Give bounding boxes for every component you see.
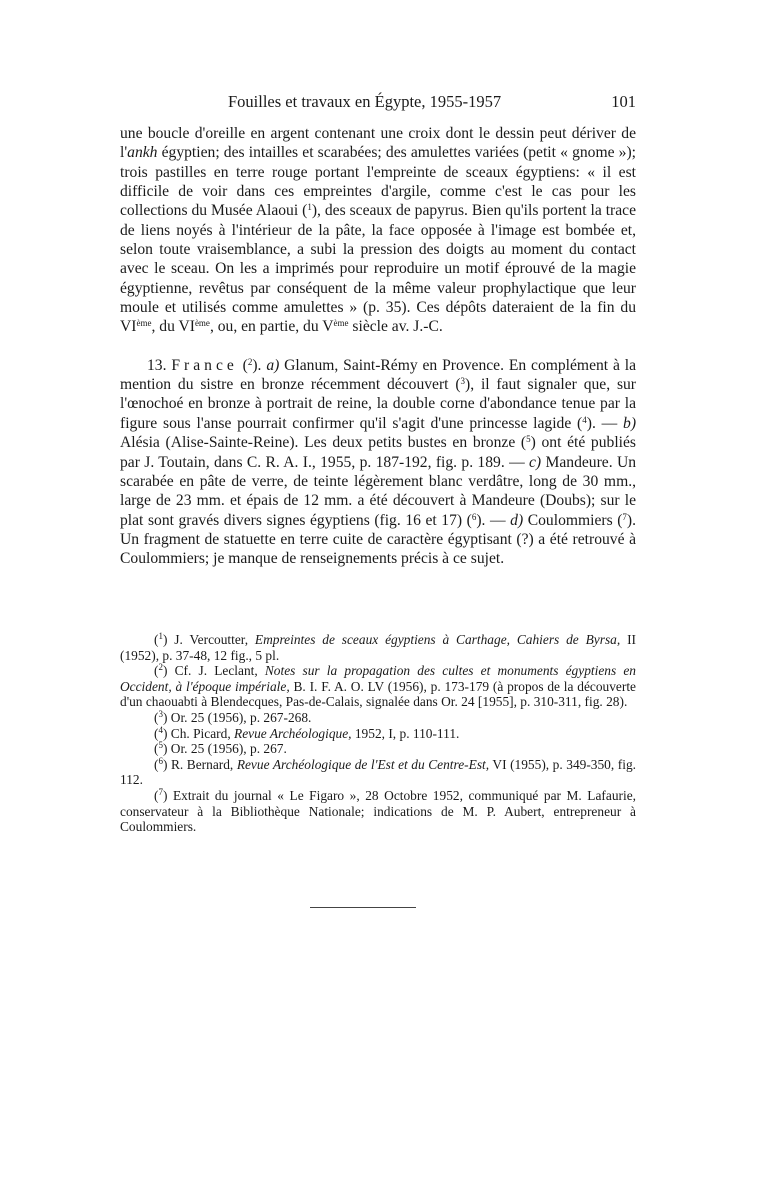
text-run: ), des sceaux de papyrus. Bien qu'ils portent la trace de liens noyés à l'intérieur de la pâte, la face opposée à l'image est bombée et, selon toute vraisemblance, a subi la pression des doigts au moment du contact avec le sceau. On les a imprimés pour reproduire un motif éprouvé de la magie égyptienne, revêtus par conséquent de la même valeur prophylactique que leur moule et utilisés comme amulettes » (p. 35). Ces dépôts dateraient de la fin du VI [120,202,636,336]
text-run: Ch. Picard, [167,725,235,741]
footnote-1: ($^1$) J. Vercoutter, Empreintes de sceaux égyptiens à Carthage, Cahiers de Byrsa, II (1952), p. 37-48, 12 fig., 5 pl. [120,631,636,663]
citation-title: Revue Archéologique, [234,725,352,741]
footnote-ref[interactable]: 3 [460,376,466,387]
text-run: J. Vercoutter, [167,632,255,647]
item-letter: b) [623,414,637,432]
body-text [120,124,636,569]
footnote-4: ($^4$) Ch. Picard, Revue Archéologique, 1952, I, p. 110-111. [154,724,460,741]
footnote-ref[interactable]: 4 [582,414,587,425]
text-run: Or. 25 (1956), p. 267-268. [167,709,312,725]
text-run: ( [237,356,248,374]
text-run: Alésia (Alise-Sainte-Reine). Les deux petits bustes en bronze ( [120,434,527,452]
text-run: II (1952), p. 37-48, 12 fig., 5 pl. [120,632,636,663]
superscript: ème [333,318,349,329]
text-run: ). — [476,511,511,529]
text-run: Mandeure. Un scarabée en pâte de verre, de teinte légèrement blanc verdâtre, long de 30 mm., large de 23 mm. et épais de 12 mm. a été découvert à Mandeure (Doubs); sur le plat sont gravés divers signes égyptiens (fig. 16 et 17) ( [120,453,637,529]
section-number: 13. [147,356,172,374]
footnote-2: ($^2$) Cf. J. Leclant, Notes sur la propagation des cultes et monuments égyptiens en Occident, à l'époque impériale, B. I. F. A. O. LV (1956), p. 173-179 (à propos de la découverte d'un chaouabti à Blendecques, Pas-de-Calais, signalée dans Or. 24 [1955], p. 310-311, fig. 28). [120,662,636,710]
footnote-3: ($^3$) Or. 25 (1956), p. 267-268. [154,708,312,725]
text-run: une boucle d'oreille en argent contenant une croix dont le dessin peut dériver de l' [120,125,636,162]
text-run: VI (1955), p. 349-350, fig. 112. [120,756,636,788]
running-title: Fouilles et travaux en Égypte, 1955-1957 [228,92,502,111]
paragraph-france [120,356,636,569]
footnote-number: 3 [158,708,163,719]
citation-title: Notes sur la propagation des cultes et monuments égyptiens en Occident, à l'époque impériale, [120,663,636,694]
text-run: Coulommiers ( [523,511,623,529]
text-run: , du VI [151,318,195,336]
superscript: ème [136,318,152,329]
footnote-number: 4 [158,724,163,735]
running-header [120,92,636,114]
footnote-7: ($^7$) Extrait du journal « Le Figaro », 28 Octobre 1952, communiqué par M. Lafaurie, conservateur à la Bibliothèque Nationale; indications de M. P. Aubert, entrepreneur à Coulommiers. [120,786,636,835]
footnote-ref[interactable]: 5 [526,434,531,445]
italic-term: ankh [127,144,158,162]
citation-title: Revue Archéologique de l'Est et du Centre-Est, [236,756,490,772]
footnote-ref[interactable]: 2 [247,356,253,367]
paragraph-carthage [120,124,636,337]
text-run: ) ont été publiés par J. Toutain, dans C. R. A. I., 1955, p. 187-192, fig. p. 189. — [120,434,636,471]
footnote-6: ($^6$) R. Bernard, Revue Archéologique de l'Est et du Centre-Est, VI (1955), p. 349-350, fig. 112. [120,755,636,788]
page-number: 101 [611,92,636,111]
text-run: ). [252,356,267,374]
text-run: siècle av. J.-C. [348,318,443,336]
text-run: 1952, I, p. 110-111. [351,725,460,741]
footnote-ref[interactable]: 6 [471,511,477,522]
item-letter: a) [266,356,280,374]
footnote-5: ($^5$) Or. 25 (1956), p. 267. [154,740,287,757]
text-run: ), il faut signaler que, sur l'œnochoé en bronze à portrait de reine, la double corne d'abondance tenue par la figure sous l'anse pourrait confirmer qu'il s'agit d'une princesse lagide ( [120,376,637,432]
item-letter: d) [510,511,524,529]
footnote-number: 7 [158,786,163,797]
footnote-number: 6 [158,755,163,766]
text-run: , ou, en partie, du V [209,318,334,336]
footnote-ref[interactable]: 1 [307,202,312,213]
footnote-number: 1 [158,631,163,641]
text-run: Glanum, Saint-Rémy en Provence. En complément à la mention du sistre en bronze récemment découvert ( [120,356,637,394]
footnote-number: 2 [158,662,163,673]
footnote-number: 5 [158,740,163,751]
end-rule [310,907,416,908]
text-run: ). — [586,414,624,432]
text-run: R. Bernard, [167,756,237,772]
superscript: ème [194,318,210,329]
footnotes [120,632,636,835]
text-run: B. I. F. A. O. LV (1956), p. 173-179 (à propos de la découverte d'un chaouabti à Blendecques, Pas-de-Calais, signalée dans Or. 24 [1955], p. 310-311, fig. 28). [120,678,636,710]
section-heading: France [171,356,238,374]
text-run: Cf. J. Leclant, [167,663,265,679]
text-run: Or. 25 (1956), p. 267. [167,741,287,757]
text-run: égyptien; des intailles et scarabées; des amulettes variées (petit « gnome »); trois pastilles en terre rouge portant l'empreinte de sceaux égyptiens: « il est difficile de voir dans ces empreintes d'argile, comme c'est le cas pour les collections du Musée Alaoui ( [120,144,636,220]
item-letter: c) [529,453,542,471]
citation-title: Empreintes de sceaux égyptiens à Carthage, Cahiers de Byrsa, [254,632,621,647]
text-run: ). Un fragment de statuette en terre cuite de caractère égyptisant (?) a été retrouvé à Coulommiers; je manque de renseignements précis à ce sujet. [120,511,636,568]
text-run: Extrait du journal « Le Figaro », 28 Octobre 1952, communiqué par M. Lafaurie, conservateur à la Bibliothèque Nationale; indications de M. P. Aubert, entrepreneur à Coulommiers. [120,787,636,835]
footnote-ref[interactable]: 7 [622,511,627,522]
